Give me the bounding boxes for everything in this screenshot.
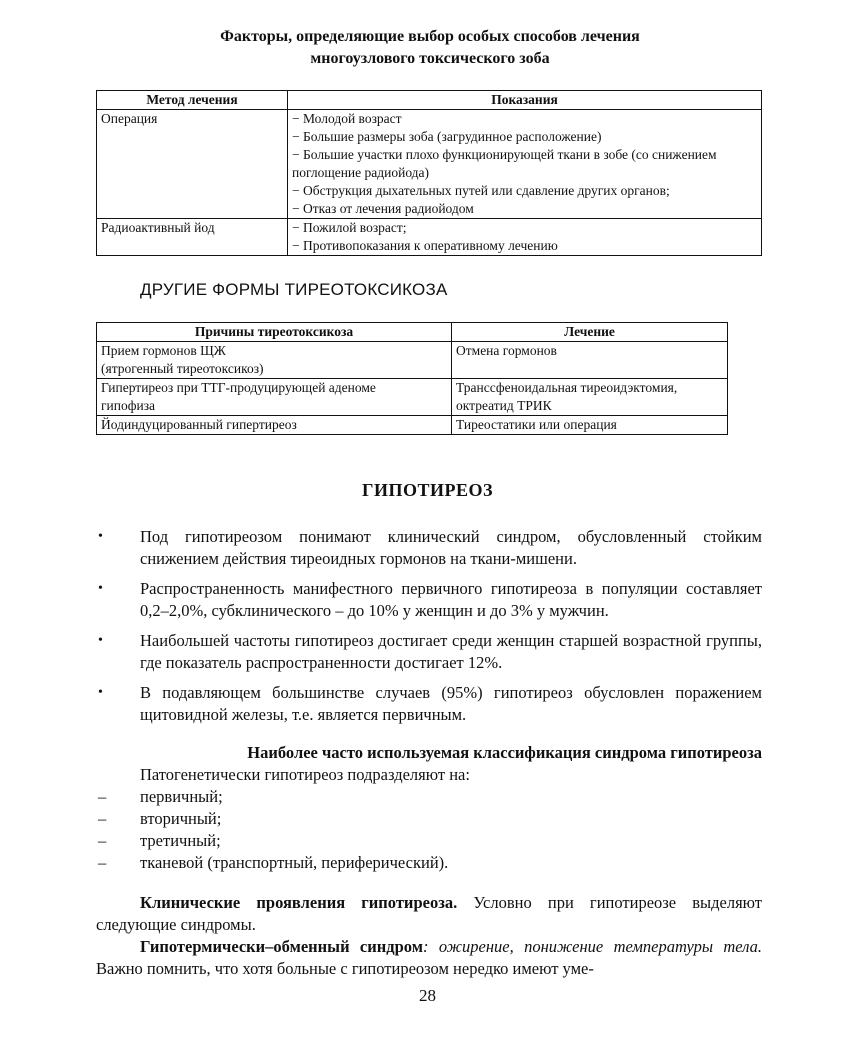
indication-line: − Обструкция дыхательных путей или сдавление других органов; (292, 183, 670, 198)
method-cell: Радиоактивный йод (97, 219, 288, 256)
title-line-1: Факторы, определяющие выбор особых способов лечения (220, 28, 640, 45)
paragraph-clinical-manifestations (96, 892, 762, 936)
list-item (96, 630, 762, 674)
paragraph-hypothermic-syndrome (96, 936, 762, 980)
thyrotoxicosis-causes-table (96, 322, 728, 435)
list-item (96, 682, 762, 726)
cell-line: Транссфеноидальная тиреоидэктомия, (456, 380, 678, 395)
column-header-indications: Показания (288, 91, 762, 110)
table-row (97, 219, 762, 256)
bullet-list (96, 526, 762, 734)
bullet-icon: • (98, 685, 103, 700)
list-item (96, 578, 762, 622)
method-cell: Операция (97, 110, 288, 219)
treatment-cell (452, 342, 728, 379)
indication-line: − Большие участки плохо функционирующей ткани в зобе (со снижением поглощение радиойода) (292, 147, 717, 180)
list-item-text: третичный; (140, 831, 221, 850)
classification-list (96, 786, 696, 874)
classification-intro: Патогенетически гипотиреоз подразделяют на: (140, 765, 470, 784)
column-header-treatment: Лечение (452, 323, 728, 342)
cell-line: Прием гормонов ЩЖ (101, 343, 226, 358)
table-row (97, 379, 728, 416)
cell-line: Гипертиреоз при ТТГ-продуцирующей аденоме (101, 380, 376, 395)
cell-line: Йодиндуцированный гипертиреоз (101, 417, 297, 432)
column-header-method: Метод лечения (97, 91, 288, 110)
treatment-cell (452, 416, 728, 435)
bullet-icon: • (98, 633, 103, 648)
paragraph-text: Важно помнить, что хотя больные с гипотиреозом нередко имеют уме- (96, 959, 594, 978)
paragraph-italic: ожирение, понижение температуры тела. (428, 937, 762, 956)
list-item-text: тканевой (транспортный, периферический). (140, 853, 449, 872)
title-line-2: многоузлового токсического зоба (310, 50, 550, 67)
list-item (96, 808, 696, 830)
indications-cell (288, 110, 762, 219)
paragraph-text: Условно при гипотиреозе выделяют следующие синдромы. (96, 893, 762, 934)
page-number: 28 (419, 986, 436, 1005)
list-item (96, 526, 762, 570)
list-item-text: первичный; (140, 787, 223, 806)
table-row (97, 342, 728, 379)
cell-line: Отмена гормонов (456, 343, 557, 358)
treatment-cell (452, 379, 728, 416)
treatment-methods-table (96, 90, 762, 256)
bullet-text: В подавляющем большинстве случаев (95%) гипотиреоз обусловлен поражением щитовидной железы, т.е. является первичным. (140, 683, 762, 724)
cell-line: гипофиза (101, 398, 156, 413)
cause-cell (97, 416, 452, 435)
dash-icon: – (98, 831, 107, 850)
cell-line: октреатид ТРИК (456, 398, 552, 413)
bullet-icon: • (98, 529, 103, 544)
dash-icon: – (98, 787, 107, 806)
paragraph-lead: Клинические проявления гипотиреоза. (140, 893, 458, 912)
document-title (100, 26, 760, 70)
dash-icon: – (98, 809, 107, 828)
list-item-text: вторичный; (140, 809, 222, 828)
column-header-causes: Причины тиреотоксикоза (97, 323, 452, 342)
list-item (96, 852, 696, 874)
paragraph-lead: Гипотермически–обменный синдром (140, 937, 423, 956)
cause-cell (97, 342, 452, 379)
indication-line: − Отказ от лечения радиойодом (292, 201, 474, 216)
cell-line: Тиреостатики или операция (456, 417, 617, 432)
indication-line: − Противопоказания к оперативному лечению (292, 238, 558, 253)
bullet-text: Распространенность манифестного первичного гипотиреоза в популяции составляет 0,2–2,0%, субклинического – до 10% у женщин и до 3% у мужчин. (140, 579, 762, 620)
table-row (97, 416, 728, 435)
indication-line: − Молодой возраст (292, 111, 402, 126)
bullet-icon: • (98, 581, 103, 596)
indications-cell (288, 219, 762, 256)
list-item (96, 786, 696, 808)
cause-cell (97, 379, 452, 416)
section-heading-other-forms: ДРУГИЕ ФОРМЫ ТИРЕОТОКСИКОЗА (140, 280, 448, 299)
list-item (96, 830, 696, 852)
paragraph-colon: : (422, 937, 429, 956)
bullet-text: Наибольшей частоты гипотиреоз достигает среди женщин старшей возрастной группы, где показатель распространенности достигает 12%. (140, 631, 762, 672)
table-row (97, 110, 762, 219)
dash-icon: – (98, 853, 107, 872)
cell-line: (ятрогенный тиреотоксикоз) (101, 361, 264, 376)
section-heading-hypothyroidism: ГИПОТИРЕОЗ (362, 480, 493, 500)
table-header-row (97, 323, 728, 342)
classification-heading: Наиболее часто используемая классификация синдрома гипотиреоза (247, 743, 762, 762)
indication-line: − Большие размеры зоба (загрудинное расположение) (292, 129, 602, 144)
indication-line: − Пожилой возраст; (292, 220, 407, 235)
bullet-text: Под гипотиреозом понимают клинический синдром, обусловленный стойким снижением действия тиреоидных гормонов на ткани-мишени. (140, 527, 762, 568)
table-header-row (97, 91, 762, 110)
